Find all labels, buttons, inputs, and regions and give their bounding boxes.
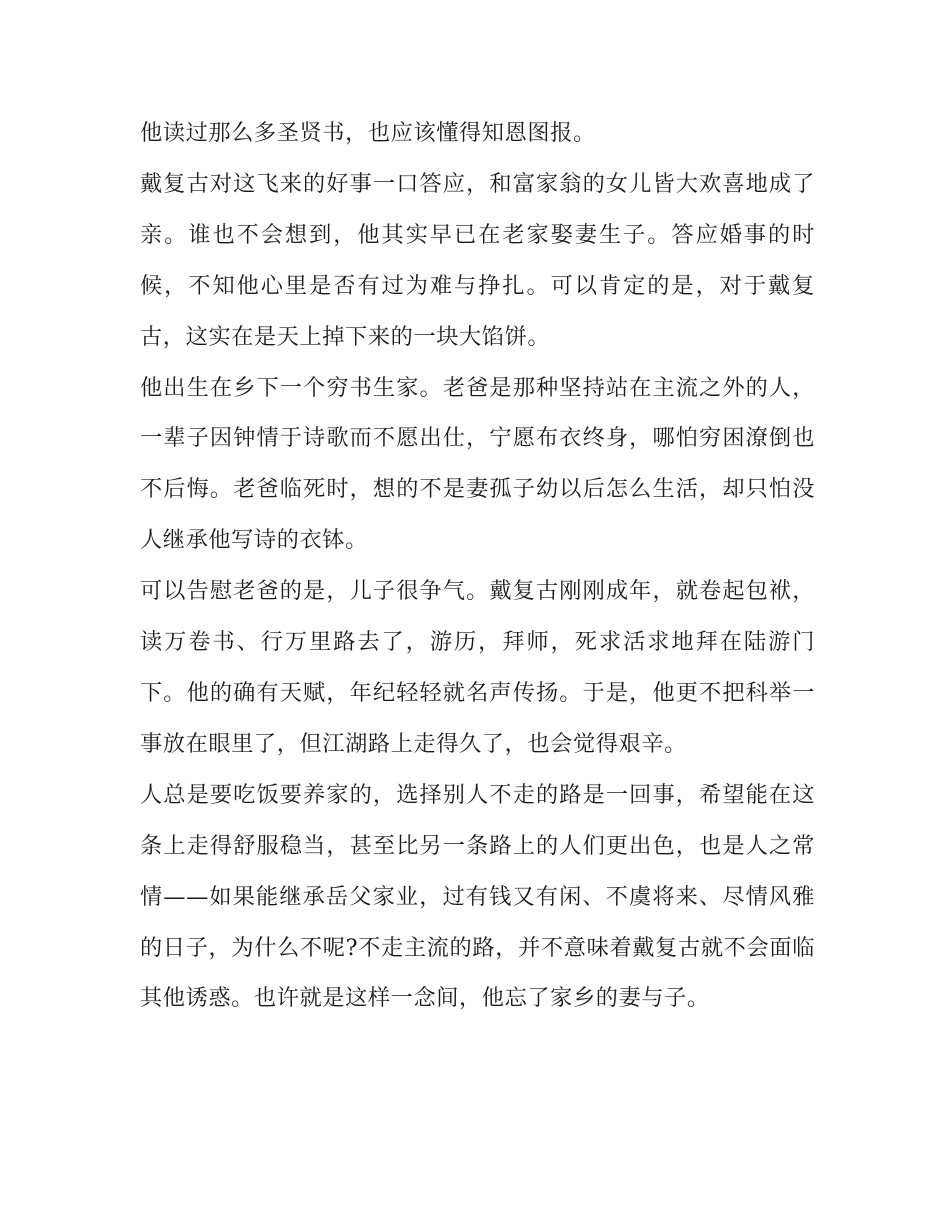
paragraph-4: 可以告慰老爸的是，儿子很争气。戴复古刚刚成年，就卷起包袱，读万卷书、行万里路去了，游历，拜师，死求活求地拜在陆游门下。他的确有天赋，年纪轻轻就名声传扬。于是，他更不把科举一事放在眼里了，但江湖路上走得久了，也会觉得艰辛。 (140, 578, 815, 757)
paragraph-5: 人总是要吃饭要养家的，选择别人不走的路是一回事，希望能在这条上走得舒服稳当，甚至比另一条路上的人们更出色，也是人之常情——如果能继承岳父家业，过有钱又有闲、不虞将来、尽情风雅的日子，为什么不呢?不走主流的路，并不意味着戴复古就不会面临其他诱惑。也许就是这样一念间，他忘了家乡的妻与子。 (140, 781, 815, 1012)
paragraph-2: 戴复古对这飞来的好事一口答应，和富家翁的女儿皆大欢喜地成了亲。谁也不会想到，他其实早已在老家娶妻生子。答应婚事的时候，不知他心里是否有过为难与挣扎。可以肯定的是，对于戴复古，这实在是天上掉下来的一块大馅饼。 (140, 170, 815, 350)
body-text (140, 108, 815, 1024)
paragraph-3: 他出生在乡下一个穷书生家。老爸是那种坚持站在主流之外的人，一辈子因钟情于诗歌而不愿出仕，宁愿布衣终身，哪怕穷困潦倒也不后悔。老爸临死时，想的不是妻孤子幼以后怎么生活，却只怕没人继承他写诗的衣钵。 (140, 374, 815, 554)
paragraph-1: 他读过那么多圣贤书，也应该懂得知恩图报。 (140, 120, 596, 146)
